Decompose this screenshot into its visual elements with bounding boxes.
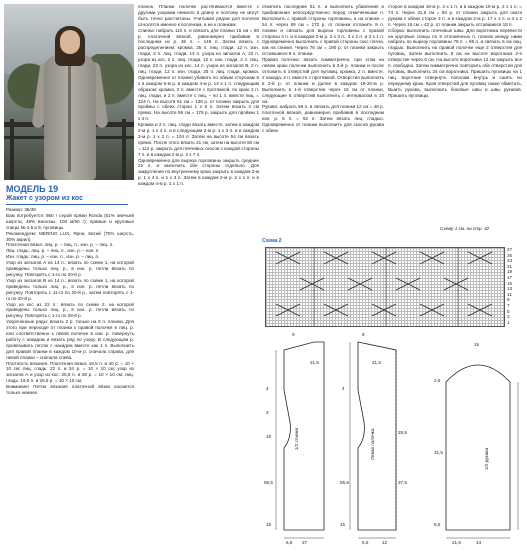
row-number: 25 — [507, 252, 513, 258]
text-column-3 — [262, 4, 384, 232]
back-piece-outline — [284, 342, 324, 530]
cable-cross-1 — [276, 252, 300, 264]
gauge-paragraph: Плотность вязания. Платочная вязка: 19,5 п. и 40 р. = 10 × 10 см; лиц. гладь: 22 п. и 34 р. = 10 × 10 см; узор из зигзагов А и узор из кос: 25,5 п. и 28 р. = 10 × 10 см; лиц. гладь: 19,5 п. и 26,5 р. = 10 × 10 см. — [6, 360, 134, 384]
cable-paragraph: Узор из кос из 22 п.: вязать по схеме 2, на которой приведены только лиц. р., в изн. р. петли вязать по рисунку. Повторять с 1-го по 28-й р. — [6, 301, 134, 319]
dim-label: 28,5 — [398, 430, 407, 435]
back-piece-label: 1/2 спинки — [294, 427, 299, 450]
row-number: 27 — [507, 247, 513, 252]
dim-label: 9 — [292, 332, 295, 337]
garment-patterns — [262, 330, 524, 550]
chart-row-numbers — [507, 247, 523, 327]
cable-cross-3 — [372, 252, 396, 264]
row-number: 1 — [507, 319, 510, 325]
cable-chart-symbols — [266, 248, 504, 326]
row-number: 21 — [507, 263, 513, 269]
row-number: 7 — [507, 303, 510, 308]
materials-paragraph: Вам потребуется: 950 г серой пряжи Ronda (51% овечьей шерсти, 49% вискозы, 100 м/50 г); прямые и круговые спицы № 4,5 и 5; пуговицы. — [6, 212, 134, 230]
sleeve-piece-label: 1/2 рукава — [484, 447, 489, 470]
sleeve-cap-paragraph: сторон в каждом 16-м р. 4 х 1 п. и в каждом 10-м р. 2 х 1 п. = 74 п. Через 31,5 см = 84 р. от планки закрыть для оката рукава с обеих сторон 3 п. и в каждом 2-м р. 17 х 1 п. и 3 х 2 п. Через 16 см = 42 р. от планки закрыть оставшиеся 18 п. — [388, 4, 522, 27]
dim-label: 12 — [382, 540, 388, 545]
front-piece-outline — [358, 342, 396, 530]
sleeves-paragraph: Рукава: набрать 56 п. и связать для планки 12 см = 48 р. платочной вязкой, равномерно прибавив в последнем изн. р. 6 п. = 62 п. Затем вязать лиц. гладью. Одновременно от планки выполнить для скосов рукава с обеих — [262, 104, 384, 134]
dim-label: 55,5 — [340, 480, 349, 485]
dim-label: 21,5 — [372, 360, 381, 365]
dim-label: 21,5 — [310, 360, 319, 365]
model-photo — [4, 4, 134, 180]
dim-label: 2,5 — [434, 378, 441, 383]
scheme-label: Схема 2 — [262, 238, 282, 244]
dim-label: 6,5 — [362, 540, 369, 545]
dim-label: 4 — [342, 386, 345, 391]
zigzag-b-paragraph: Узор из зигзагов В из 14 п.: вязать по схеме 1, на которой приведены только лиц. р., в изн. р. петли вязать по рисунку. Повторять с 11-го по 20-й р., затем повторять с 1-го по 20-й р. — [6, 277, 134, 301]
short-rows-paragraph: Укороченные ряды: вязать 2 р. только на 9 п. планки. Для этого при переходе от планки к правой полочке в лиц. р. или соответственно к левой полочке в изн. р. повернуть работу с накидом и вязать ряд по узору. В следующем р. провязывать петлю с накидом вместе как 1 п. Выполнить для правой планки в каждом 10-м р. сначала справа, для левой планки – сначала слева. — [6, 319, 134, 360]
dim-label: 18 — [266, 434, 272, 439]
row-number: 23 — [507, 258, 513, 264]
row-number: 9 — [507, 297, 510, 303]
dim-label: 6,5 — [286, 540, 293, 545]
front-piece-label: Левая полочка — [370, 428, 375, 460]
cable-cross-11 — [324, 304, 348, 316]
dim-label: 15 — [266, 522, 272, 527]
back-shaping-paragraph: Кромка и 2 п. лиц. глади вязать вместе, затем в каждом 2-м р. 1 х 4 п. и в следующем 2-м р. 1 х 3 п. и в каждом 2-м р. 1 х 2 п. = 104 п. Затем на высоте 54 см вязать прямо. После этого вязать 21 см, затем на высоте 60 см = 112 р. закрыть для плечевых скосов с каждой стороны 7 п. и в каждом 2-м р. 2 х 7 п. — [138, 122, 259, 157]
cable-cross-14 — [468, 304, 492, 316]
dim-label: 15 — [340, 522, 346, 527]
cable-cross-8 — [396, 278, 420, 290]
cable-chart — [265, 247, 505, 327]
cable-cross-13 — [420, 304, 444, 316]
dim-label: 8 — [362, 332, 365, 337]
cable-cross-4 — [420, 252, 444, 264]
plackets-paragraph: планок. Планки полочек растягиваются вместе с другими узорами немного в длину и поэтому не могут быть точно рассчитаны. Учитывая рядом для полочек относятся именно к полочкам, а не к планкам. — [138, 4, 259, 27]
garter-stitch-paragraph: Платочная вязка: лиц. р. – лиц. п., изн. р. – лиц. п. — [6, 242, 114, 248]
scheme-reference-note: Схему 1 см. на стр. 42 — [440, 226, 490, 231]
cable-cross-10 — [276, 304, 300, 316]
pattern-drawings — [262, 330, 524, 550]
row-number: 13 — [507, 286, 513, 292]
dim-label: 37,5 — [398, 480, 407, 485]
cable-cross-5 — [468, 252, 492, 264]
sleeve-piece-outline — [446, 365, 510, 530]
dim-label: 15 — [474, 342, 480, 347]
dim-label: 55,5 — [264, 480, 273, 485]
row-number: 15 — [507, 280, 513, 286]
back-paragraph: Спинка: набрать 110 п. и связать для планки 15 см = 60 р. платочной вязкой, равномерно прибавив в последнем из р. 36 п. = 146 п. Затем вязать с распределением: кромка, 25 п. лиц. глади, 12 п. изн. глади, 2 п. лиц. глади, 14 п. узора из зигзагов А, 22 п. узора из кос, 2 п. лиц. глади, 12 п. изн. глади, 2 п. лиц. глади, 22 п. узора из кос, 14 п. узора из зигзагов В, 2 п. лиц. глади, 12 п. изн. глади, 25 п. лиц. глади, кромка. Одновременно от планки убавить по обеим сторонам 5 х в каждом 6-м р. в каждом 4-м р. 12 х 1 п. следующим образом: кромка, 2 п. вместе с протяжкой, по краю 2 п. лиц. глади, и 2 п. вместе с лиц. – по 1 п. вместе лиц. = 124 п. На высоте 51 см = 138 р. от планки закрыть для проймы с обеих сторон 1 х 6 п. Затем вязать 3 см прямо. На высоте 56 см = 176 р. закрыть для проймы 1 х 4 п. — [138, 27, 259, 122]
dim-label: 31,5 — [434, 450, 443, 455]
model-number: МОДЕЛЬ 19 — [6, 184, 59, 194]
reverse-stockinette-paragraph: Изн. гладь: лиц. р. – изн. п., изн. р. – лиц. п. — [6, 254, 100, 260]
row-number: 19 — [507, 269, 513, 275]
cable-cross-7 — [348, 278, 372, 290]
recommend-paragraph: Рекомендуем: MERINO LUX, Ярна, Китай (70% шерсть, 30% акрил). — [6, 230, 134, 242]
dim-label: 3 — [266, 410, 269, 415]
text-column-2 — [138, 4, 259, 550]
dim-label: 6,5 — [434, 522, 441, 527]
row-number: 5 — [507, 308, 510, 314]
row-number: 17 — [507, 275, 513, 280]
title-divider — [6, 204, 128, 205]
row-number: 3 — [507, 314, 510, 320]
right-front-paragraph: Правая полочка: вязать симметрично, при этом на левом краю полочки выполнить в 3-й р. планки и после отложить 6 отверстий для пуговиц: кромка, 2 п. вместе, 2 накида, 2 п. вместе с протяжкой. Отверстия выполнять в 2-й р. от планки и далее в каждом 19-20-м р. Выполнить в 1-й отверстие через 16 см от планки, следующие 5 отверстий выполнить с интервалом в 10 см. — [262, 57, 384, 104]
left-front-paragraph: отметить последние 51 п. и выполнить убавления и прибавления непосредственно перед отмеченными п. Выполнить с правой стороны горловины, а на спинке = 54 п. через 69 см = 172 р. от планки отложить 9 п. планки и связать для выреза горловины с правой стороны 4 п. и в каждом 2-м р. 3 х 3 п., 3 х 2 п. и 3 х 1 п. Одновременно выполнить с правой стороны скос плеча, как на спинке. Через 76 см = 190 р. от планки закрыть оставшиеся 8 п. планки. — [262, 4, 384, 57]
dim-label: 4 — [266, 386, 269, 391]
cable-cross-2 — [324, 252, 348, 264]
dim-label: 14 — [476, 540, 482, 545]
dim-label: 21,5 — [452, 540, 461, 545]
text-column-1 — [6, 207, 134, 549]
stockinette-paragraph: Лиц. гладь: лиц. р. – лиц. п., изн. р. – изн. п. — [6, 248, 100, 254]
zigzag-a-paragraph: Узор из зигзагов А из 14 п.: вязать по схеме 1, на которой приведены только лиц. р., в изн. р. петли вязать по рисунку. Повторять с 1-го по 20-й р. — [6, 260, 134, 277]
text-column-4 — [388, 4, 522, 232]
model-heading — [6, 184, 134, 203]
size-paragraph: Размер: 36/38 — [6, 207, 36, 212]
assembly-paragraph: Сборка: выполнить плечевые швы. Для воротника перевести на круговые спицы по 9 отложенных п. планок между ними набрать по вырезу горловины 78 п. = 96 п. и связать 5 см лиц. гладью. Выполнить на правой полочке еще 2 отверстия для пуговиц. Затем выполнить 8 см на высоте воротника 2-е отверстие через 6 см. На высоте воротника 12 см закрыть все п. свободно. Затем симметрично повторить обе отверстия для пуговиц. Выполнить 24 см воротника. Пришить пуговицы на 1 лиц. воротник отвернуть пополам внутрь и сшить по переднему краю. Края отверстий для пуговиц также обметать. Вшить рукава, выполнить боковые швы и швы рукавов. Пришить пуговицы. — [388, 27, 522, 98]
model-name: Жакет с узором из кос — [6, 195, 83, 202]
dim-label: 27 — [302, 540, 308, 545]
row-number: 11 — [507, 291, 512, 297]
cable-cross-9 — [444, 278, 468, 290]
back-neck-paragraph: Одновременно для выреза горловины закрыть средние 22 п. и закончить обе стороны отдельно. Для закругления по внутреннему краю закрыть в каждом 2-м р. 1 х 4 п. и 1 х 3 п. Затем в каждом 2-м р. 2 х 1 п. и в каждом 4-м р. 1 х 1 п. — [138, 157, 259, 187]
cable-cross-12 — [372, 304, 396, 316]
cable-cross-6 — [300, 278, 324, 290]
attention-paragraph: Внимание! Петли вязания платочной вязки касаются только нижних — [6, 384, 134, 396]
